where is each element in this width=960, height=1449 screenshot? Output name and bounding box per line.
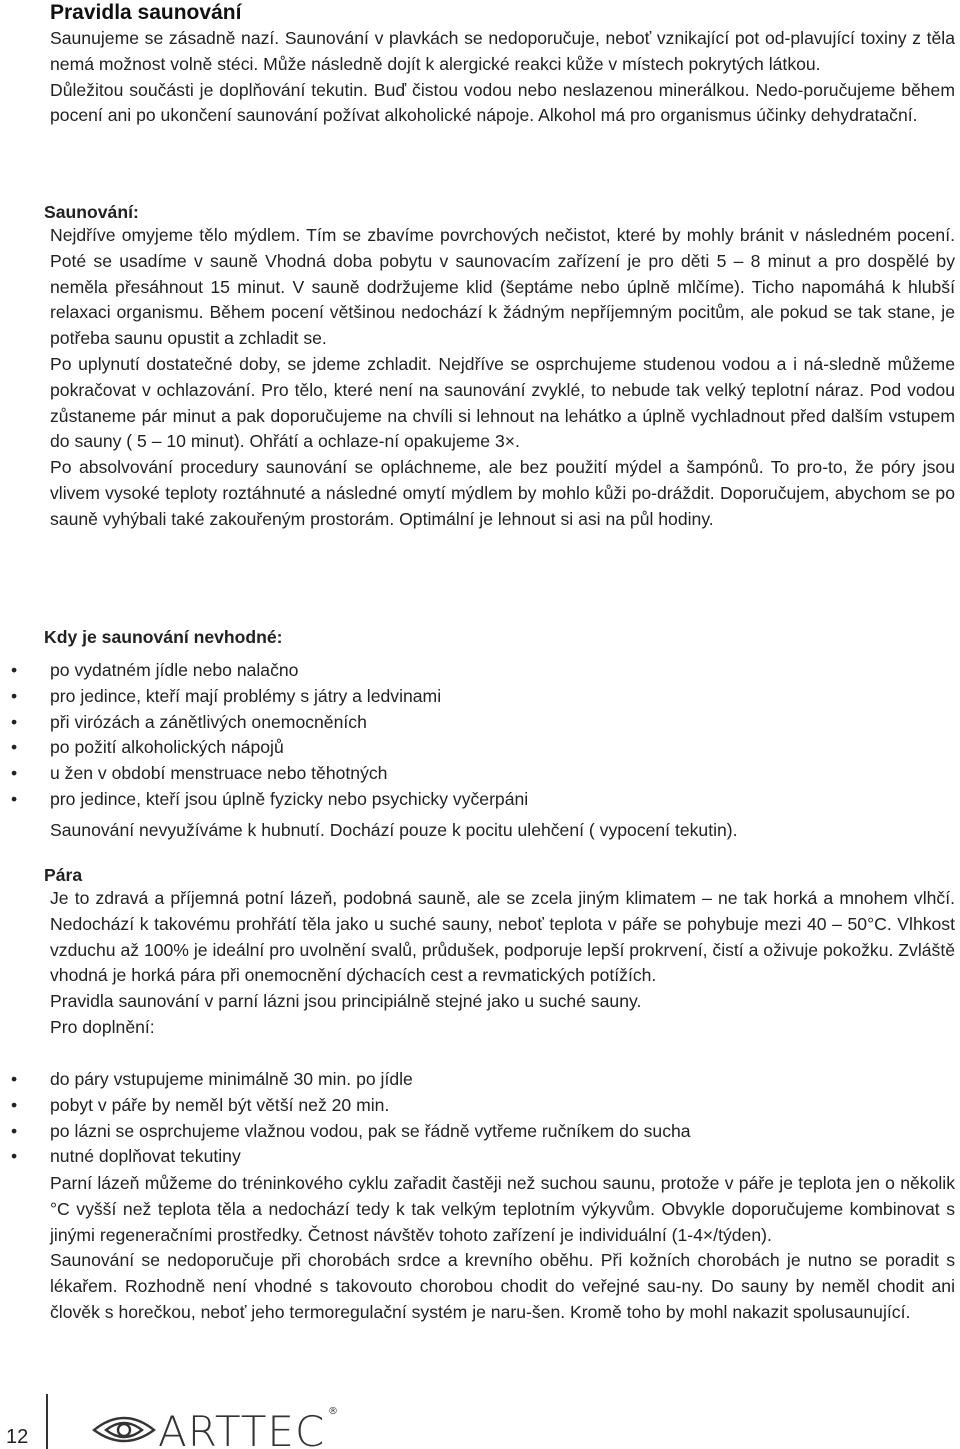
list-item: • pro jedince, kteří mají problémy s játry a ledvinami [0,684,528,710]
page-title: Pravidla saunování [50,1,242,24]
para-closing-paragraph: Saunování se nedoporučuje při chorobách srdce a krevního oběhu. Při kožních chorobách je nutno se poradit s lékařem. Rozhodně není vhodné s takovouto chorobou chodit do veřejné sau-ny. Do sauny by neměl chodit ani člověk s horečkou, neboť jeho termoregulační systém je naru-šen. Kromě toho by mohl nakazit spolusaunující. [50,1250,955,1322]
registered-mark: ® [328,1406,338,1417]
list-item: • po požití alkoholických nápojů [0,735,528,761]
page-number: 12 [6,1426,29,1448]
para-closing-paragraph: Parní lázeň můžeme do tréninkového cyklu zařadit častěji než suchou saunu, protože v páře je teplota jen o několik °C vyšší než teplota těla a nedochází tedy k tak velkým teplotním výkyvům. Obvykle doporučujeme kombinovat s jinými regeneračními prostředky. Četnost návštěv tohoto zařízení je individuální (1-4×/týden). [50,1173,955,1245]
logo-wordmark: ARTTEC [158,1407,326,1449]
footer-divider [46,1394,48,1449]
list-item: • pobyt v páře by neměl být větší než 20 min. [0,1093,691,1119]
para-closing-section [50,1171,955,1326]
arttec-logo [92,1400,342,1449]
section-heading-nevhodne: Kdy je saunování nevhodné: [44,627,283,647]
list-item: • po vydatném jídle nebo nalačno [0,658,528,684]
list-item: • při virózách a zánětlivých onemocněních [0,710,528,736]
steam-tips-list [0,1067,691,1170]
eye-logo-icon [94,1418,154,1441]
para-paragraph: Pravidla saunování v parní lázni jsou principiálně stejné jako u suché sauny. [50,991,642,1012]
intro-paragraph: Saunujeme se zásadně nazí. Saunování v plavkách se nedoporučuje, neboť vznikající pot od-plavující toxiny z těla nemá možnost volně stéci. Může následně dojít k alergické reakci kůže v místech pokrytých látkou. [50,28,955,74]
para-section [50,886,955,1041]
list-item: • po lázni se osprchujeme vlažnou vodou, pak se řádně vytřeme ručníkem do sucha [0,1119,691,1145]
section-heading-saunovani: Saunování: [44,202,139,222]
list-item: • do páry vstupujeme minimálně 30 min. po jídle [0,1067,691,1093]
saunovani-paragraph: Nejdříve omyjeme tělo mýdlem. Tím se zbavíme povrchových nečistot, které by mohly bránit v následném pocení. Poté se usadíme v sauně Vhodná doba pobytu v saunovacím zařízení je pro děti 5 – 8 minut a pro dospělé by neměla přesáhnout 15 minut. V sauně dodržujeme klid (šeptáme nebo úplně mlčíme). Ticho napomáhá k hlubší relaxaci organismu. Během pocení většinou nedochází k žádným nepříjemným pocitům, ale pokud se tak stane, je potřeba saunu opustit a zchladit se. [50,225,955,349]
note-paragraph: Saunování nevyužíváme k hubnutí. Dochází pouze k pocitu ulehčení ( vypocení tekutin). [50,820,738,840]
saunovani-paragraph: Po uplynutí dostatečné doby, se jdeme zchladit. Nejdříve se osprchujeme studenou vodou a i ná-sledně můžeme pokračovat v ochlazování. Pro tělo, které není na saunování zvyklé, to nebude tak velký teplotní náraz. Pod vodou zůstaneme pár minut a pak doporučujeme na chvíli si lehnout na lehátko a úplně vychladnout před dalším vstupem do sauny ( 5 – 10 minut). Ohřátí a ochlaze-ní opakujeme 3×. [50,353,955,452]
saunovani-section [50,223,955,533]
list-item: • u žen v období menstruace nebo těhotných [0,761,528,787]
contraindication-list [0,658,528,813]
section-heading-para: Pára [44,865,83,885]
nevhodne-note [50,818,955,844]
list-item: • pro jedince, kteří jsou úplně fyzicky nebo psychicky vyčerpáni [0,787,528,813]
intro-paragraph: Důležitou součásti je doplňování tekutin. Buď čistou vodou nebo neslazenou minerálkou. Nedo-poručujeme během pocení ani po ukončení saunování požívat alkoholické nápoje. Alkohol má pro organismus účinky dehydratační. [50,79,955,126]
saunovani-paragraph: Po absolvování procedury saunování se opláchneme, ale bez použití mýdel a šampónů. To pro-to, že póry jsou vlivem vysoké teploty roztáhnuté a následné omytí mýdlem by mohlo kůži po-dráždit. Doporučujem, abychom se po sauně vyhýbali také zakouřeným prostorám. Optimální je lehnout si asi na půl hodiny. [50,457,955,529]
para-paragraph: Je to zdravá a příjemná potní lázeň, podobná sauně, ale se zcela jiným klimatem – ne tak horká a mnohem vlhčí. Nedochází k takovému prohřátí těla jako u suché sauny, neboť teplota v páře se pohybuje mezi 40 – 50°C. Vlhkost vzduchu až 100% je ideální pro uvolnění svalů, průdušek, podporuje lepší prokrvení, čistí a oživuje pokožku. Zvláště vhodná je horká pára při onemocnění dýchacích cest a revmatických potížích. [50,888,955,986]
list-item: • nutné doplňovat tekutiny [0,1144,691,1170]
intro-section [50,26,955,129]
para-paragraph: Pro doplnění: [50,1016,155,1037]
